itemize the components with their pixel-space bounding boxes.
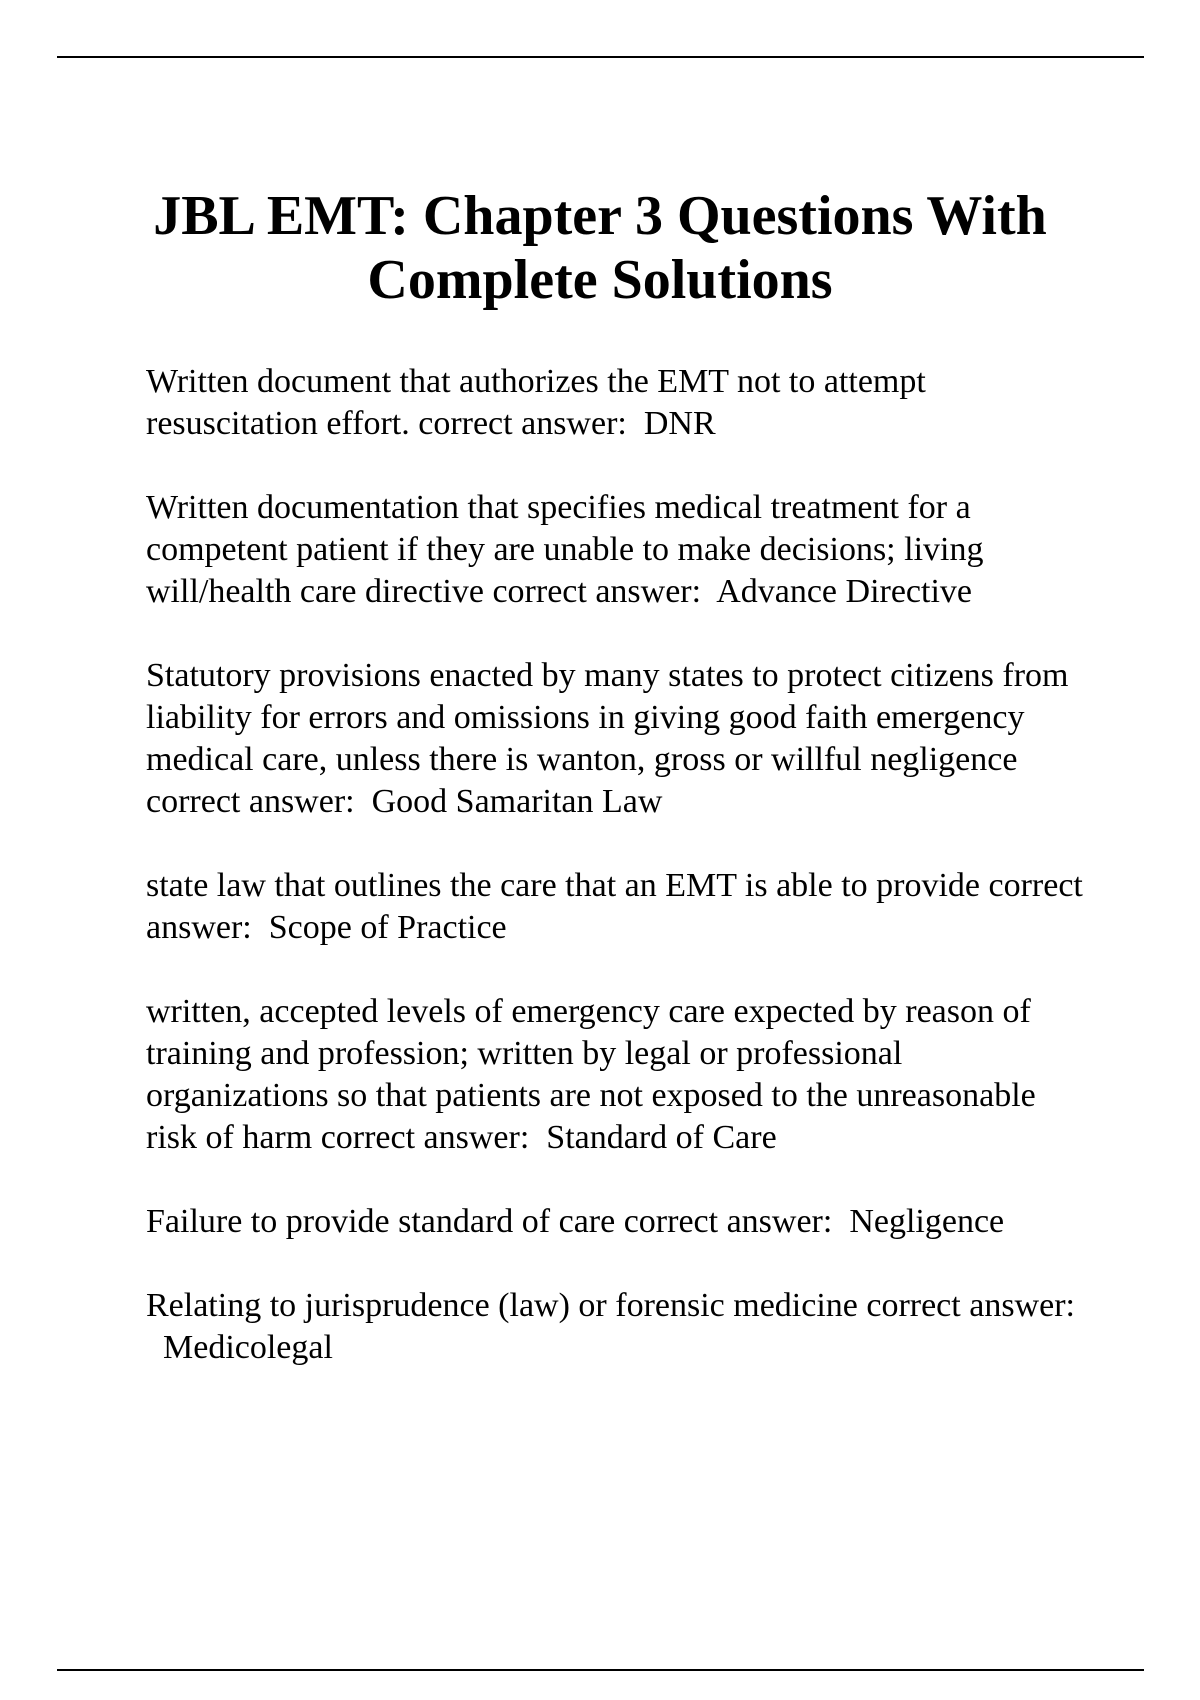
- answer-prefix: correct answer:: [623, 1203, 833, 1240]
- answer-text: Standard of Care: [546, 1119, 777, 1156]
- qa-item: [146, 865, 1086, 949]
- qa-list: [146, 361, 1086, 1411]
- page-title: [100, 184, 1100, 312]
- page-title-line-1: JBL EMT: Chapter 3 Questions With: [153, 185, 1047, 247]
- question-text: Failure to provide standard of care: [146, 1203, 616, 1240]
- page-title-line-2: Complete Solutions: [367, 249, 833, 311]
- footer-rule: [57, 1669, 1144, 1671]
- answer-text: Good Samaritan Law: [371, 783, 663, 820]
- answer-prefix: correct answer:: [866, 1287, 1075, 1324]
- answer-text: Scope of Practice: [268, 909, 507, 946]
- answer-text: Medicolegal: [163, 1329, 333, 1366]
- qa-item: [146, 361, 1086, 445]
- question-text: Written document that authorizes the EMT not to attempt resuscitation effort.: [146, 363, 926, 442]
- qa-item: [146, 487, 1086, 613]
- question-text: Written documentation that specifies medical treatment for a competent patient if they are unable to make decisions; living will/health care directive: [146, 489, 984, 610]
- question-text: Statutory provisions enacted by many states to protect citizens from liability for errors and omissions in giving good faith emergency medical care, unless there is wanton, gross or willful negligence: [146, 657, 1069, 778]
- answer-prefix: correct answer:: [492, 573, 702, 610]
- qa-item: [146, 991, 1086, 1159]
- answer-prefix: correct answer:: [146, 783, 355, 820]
- answer-prefix: correct answer:: [418, 405, 627, 442]
- qa-item: [146, 655, 1086, 823]
- answer-prefix: correct answer:: [320, 1119, 530, 1156]
- question-text: written, accepted levels of emergency care expected by reason of training and profession; written by legal or professional organizations so that patients are not exposed to the unreasonable risk of harm: [146, 993, 1036, 1156]
- answer-text: Negligence: [849, 1203, 1005, 1240]
- answer-prefix: correct answer:: [146, 867, 1083, 946]
- answer-text: Advance Directive: [716, 573, 973, 610]
- qa-item: [146, 1201, 1086, 1243]
- qa-item: [146, 1285, 1086, 1369]
- header-rule: [57, 56, 1144, 58]
- question-text: state law that outlines the care that an EMT is able to provide: [146, 867, 981, 904]
- answer-text: DNR: [643, 405, 716, 442]
- question-text: Relating to jurisprudence (law) or forensic medicine: [146, 1287, 858, 1324]
